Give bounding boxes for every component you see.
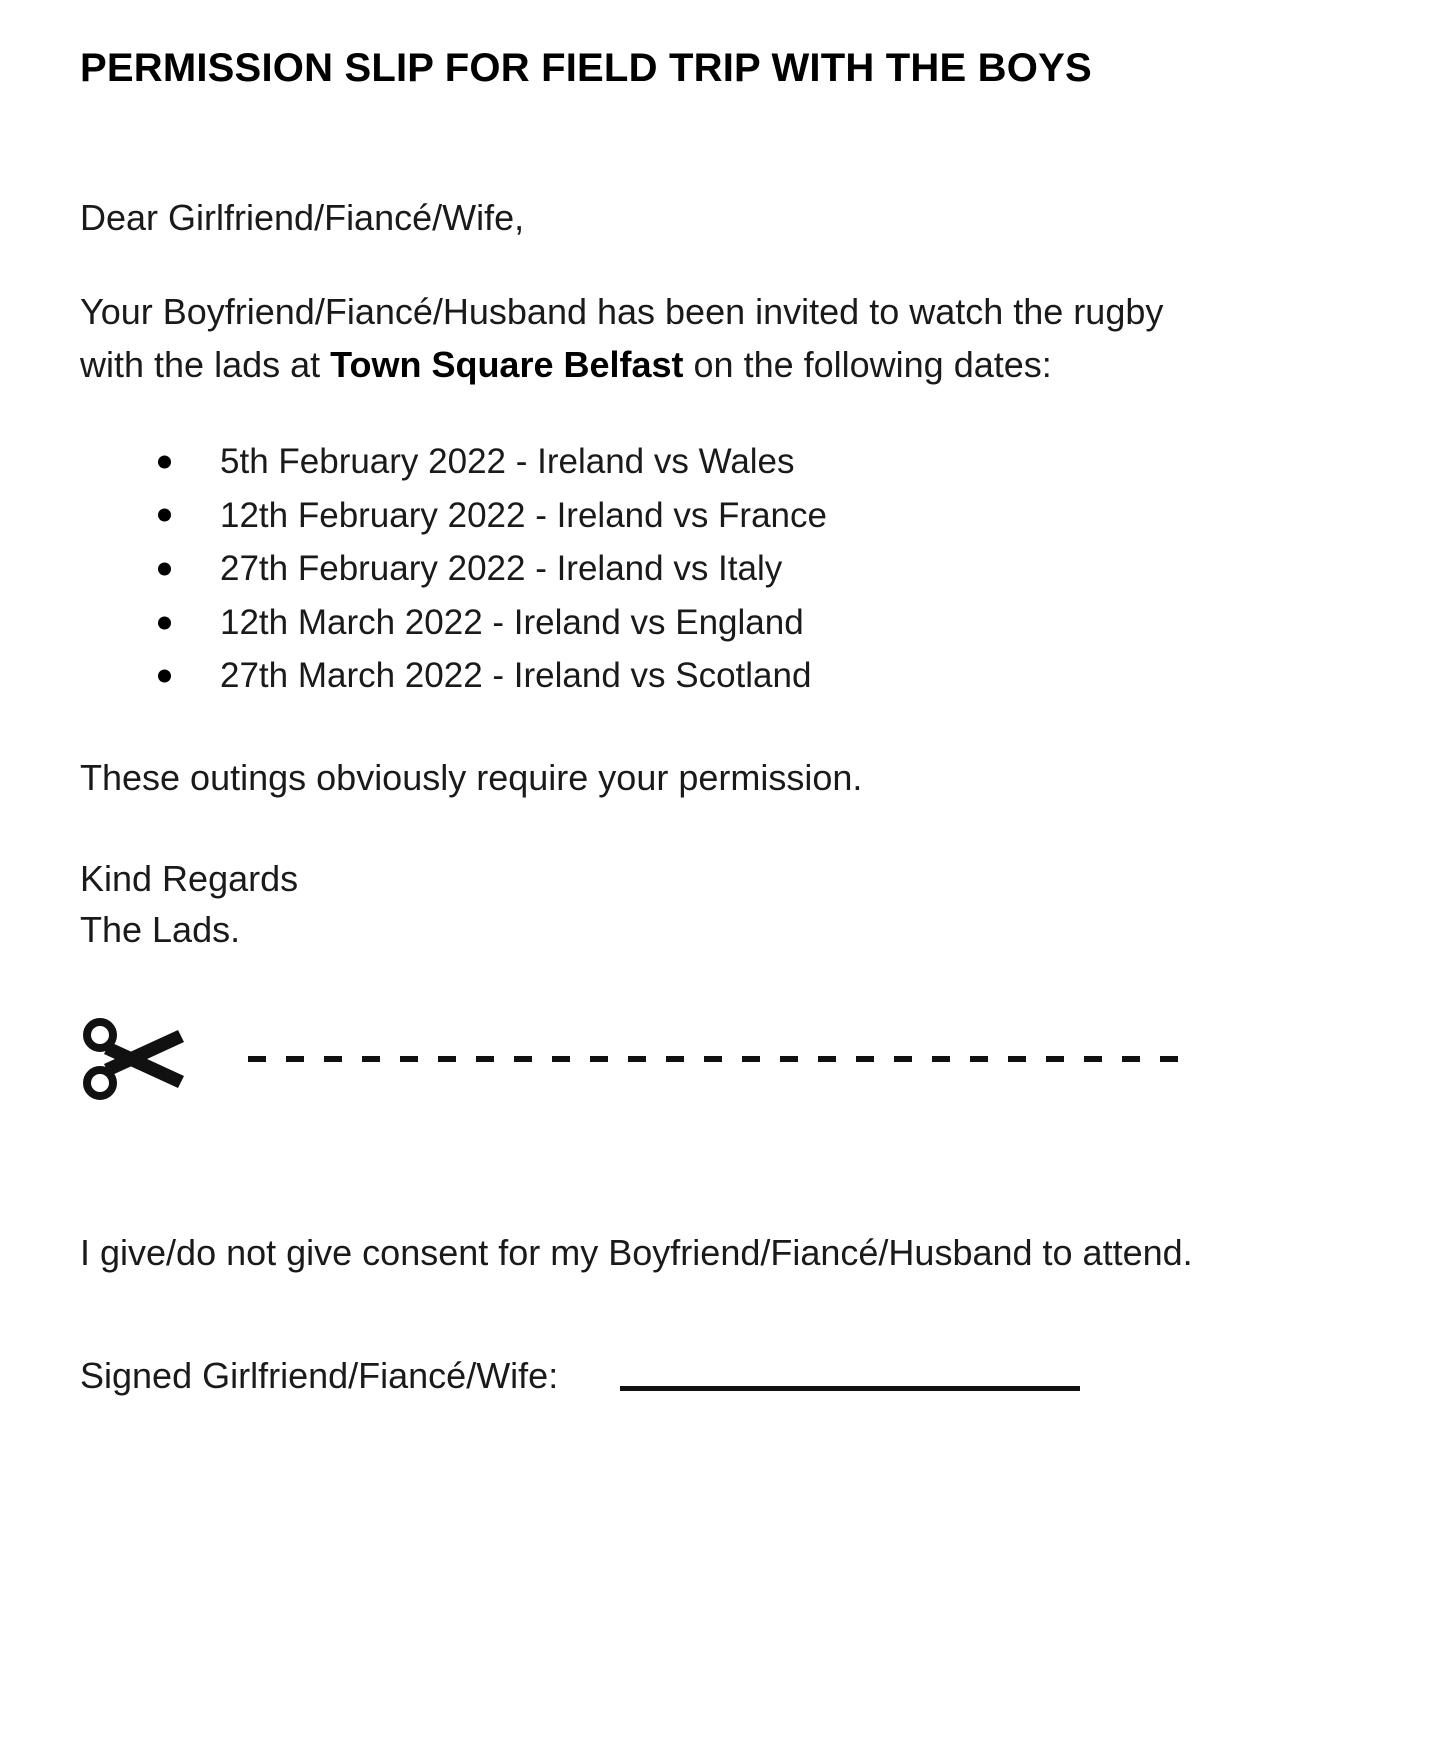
list-item-label: 12th February 2022 - Ireland vs France: [220, 495, 827, 535]
list-item: [80, 489, 1360, 543]
fixture-dates-list: [80, 391, 1360, 703]
list-item: [80, 542, 1360, 596]
scissors-icon: [80, 1016, 196, 1102]
bullet-icon: [158, 455, 171, 468]
venue-name: Town Square Belfast: [330, 343, 684, 385]
bullet-icon: [158, 670, 171, 683]
signature-line[interactable]: [620, 1386, 1080, 1391]
intro-paragraph: [80, 243, 1210, 392]
consent-statement: I give/do not give consent for my Boyfriend/Fiancé/Husband to attend.: [80, 1232, 1193, 1274]
intro-text-after-venue: on the following dates:: [683, 343, 1052, 385]
salutation-text: Dear Girlfriend/Fiancé/Wife,: [80, 197, 525, 238]
bullet-icon: [158, 562, 171, 575]
bullet-icon: [158, 509, 171, 522]
list-item-label: 12th March 2022 - Ireland vs England: [220, 602, 804, 642]
cut-here-row: [80, 955, 1360, 1107]
signoff-sender: The Lads.: [80, 909, 241, 951]
list-item: [80, 649, 1360, 703]
page-title: PERMISSION SLIP FOR FIELD TRIP WITH THE BOYS: [80, 46, 1092, 90]
list-item-label: 27th March 2022 - Ireland vs Scotland: [220, 656, 812, 696]
list-item: [80, 435, 1360, 489]
signature-label: Signed Girlfriend/Fiancé/Wife:: [80, 1354, 559, 1396]
list-item-label: 5th February 2022 - Ireland vs Wales: [220, 442, 795, 482]
signature-row: [80, 1279, 1360, 1400]
signoff-regards: Kind Regards: [80, 858, 299, 900]
dashed-cut-line: [248, 1056, 1198, 1062]
permission-note: These outings obviously require your permission.: [80, 756, 863, 798]
intro-text-before-venue: Your Boyfriend/Fiancé/Husband has been invited to watch the rugby with the lads at: [80, 290, 1164, 385]
list-item-label: 27th February 2022 - Ireland vs Italy: [220, 549, 783, 589]
signoff-block: [80, 803, 1360, 955]
list-item: [80, 596, 1360, 650]
bullet-icon: [158, 616, 171, 629]
